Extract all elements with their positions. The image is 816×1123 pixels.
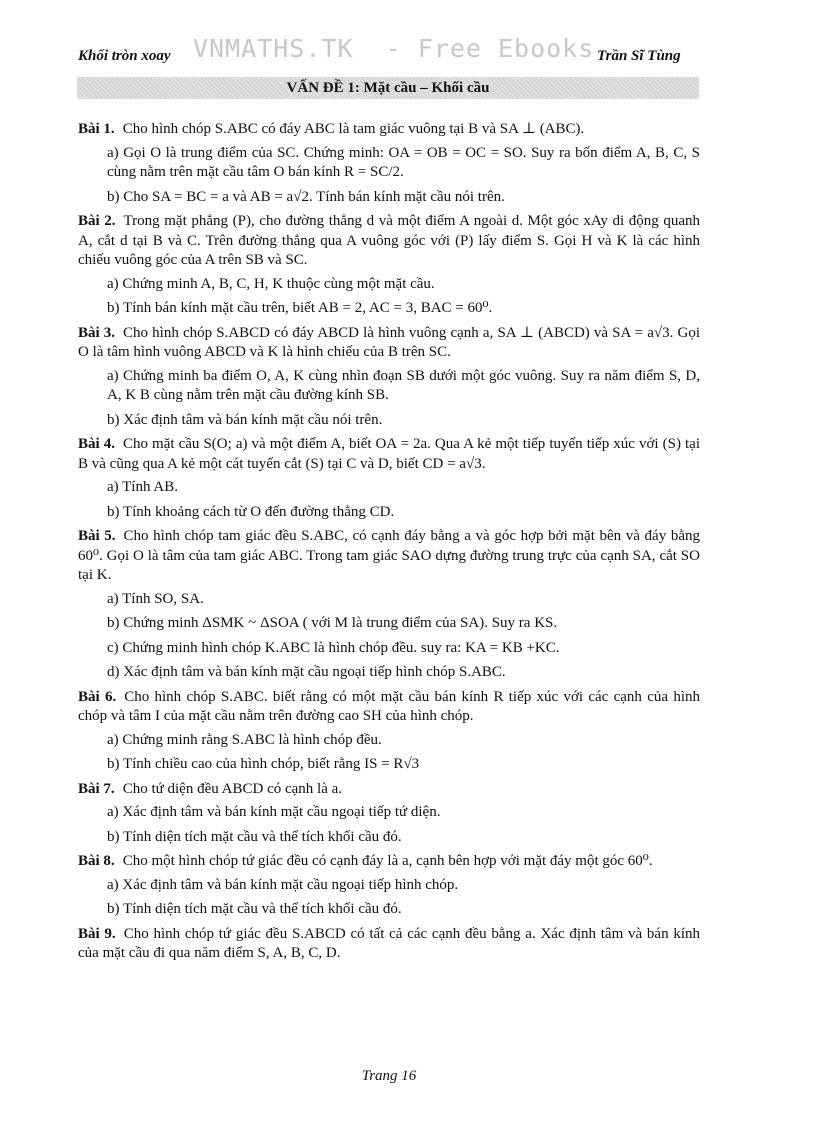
problem-part: b) Cho SA = BC = a và AB = a√2. Tính bán kính mặt cầu nói trên.: [107, 188, 505, 205]
watermark: VNMATHS.TK - Free Ebooks: [193, 34, 595, 63]
problem-text: Cho hình chóp S.ABC có đáy ABC là tam giác vuông tại B và SA ⊥ (ABC).: [122, 121, 585, 137]
problem-part: b) Tính khoảng cách từ O đến đường thẳng CD.: [107, 503, 395, 520]
problem-item: [78, 688, 700, 727]
problem-part: a) Xác định tâm và bán kính mặt cầu ngoại tiếp hình chóp.: [107, 876, 459, 893]
problem-part: b) Tính chiều cao của hình chóp, biết rằng IS = R√3: [107, 756, 420, 772]
problem-part: a) Chứng minh rằng S.ABC là hình chóp đều.: [107, 731, 382, 748]
problem-part: b) Tính bán kính mặt cầu trên, biết AB = 2, AC = 3, BAC = 60⁰.: [107, 300, 493, 316]
problem-label: Bài 7.: [78, 780, 115, 797]
problem-text: Trong mặt phẳng (P), cho đường thẳng d và một điểm A ngoài d. Một góc xAy di động quanh A, cắt d tại B và C. Trên đường thẳng qua A vuông góc với (P) lấy điểm S. Gọi H và K là các hình chiếu vuông góc của A trên SB và SC.: [78, 213, 700, 268]
problem-text: Cho hình chóp S.ABCD có đáy ABCD là hình vuông cạnh a, SA ⊥ (ABCD) và SA = a√3. Gọi O là tâm hình vuông ABCD và K là hình chiếu của B trên SC.: [78, 324, 700, 360]
problem-part: a) Chứng minh A, B, C, H, K thuộc cùng một mặt cầu.: [107, 275, 435, 292]
problem-part: a) Xác định tâm và bán kính mặt cầu ngoại tiếp tứ diện.: [107, 804, 441, 820]
problem-label: Bài 4.: [78, 436, 115, 452]
problem-part: d) Xác định tâm và bán kính mặt cầu ngoại tiếp hình chóp S.ABC.: [107, 664, 506, 680]
problem-part: b) Tính diện tích mặt cầu và thể tích khối cầu đó.: [107, 828, 402, 845]
problem-label: Bài 9.: [78, 925, 116, 942]
problem-item: [78, 527, 700, 586]
problem-item: [78, 925, 700, 964]
problem-text: Cho hình chóp tam giác đều S.ABC, có cạnh đáy bằng a và góc hợp bởi mặt bên và đáy bằng 60⁰. Gọi O là tâm của tam giác ABC. Trong tam giác SAO dựng đường trung trực của cạnh SA, cắt SO tại K.: [78, 528, 700, 583]
problem-label: Bài 1.: [78, 121, 115, 137]
problem-label: Bài 3.: [78, 324, 116, 341]
problem-part: b) Chứng minh ΔSMK ~ ΔSOA ( với M là trung điểm của SA). Suy ra KS.: [107, 615, 558, 631]
problem-list: [78, 120, 700, 968]
problem-text: Cho mặt cầu S(O; a) và một điểm A, biết OA = 2a. Qua A kẻ một tiếp tuyến tiếp xúc với (S) tại B và cũng qua A kẻ một cát tuyến cắt (S) tại C và D, biết CD = a√3.: [78, 436, 700, 472]
problem-text: Cho tứ diện đều ABCD có cạnh là a.: [122, 780, 343, 797]
problem-part: c) Chứng minh hình chóp K.ABC là hình chóp đều. suy ra: KA = KB +KC.: [107, 639, 560, 656]
problem-label: Bài 5.: [78, 528, 116, 544]
problem-item: [78, 852, 700, 872]
problem-label: Bài 2.: [78, 213, 116, 229]
problem-text: Cho hình chóp tứ giác đều S.ABCD có tất cả các cạnh đều bằng a. Xác định tâm và bán kính của mặt cầu đi qua năm điểm S, A, B, C, D.: [78, 925, 700, 961]
problem-part: b) Xác định tâm và bán kính mặt cầu nói trên.: [107, 411, 383, 428]
header-right-author: Trần Sĩ Tùng: [597, 48, 681, 64]
problem-text: Cho một hình chóp tứ giác đều có cạnh đáy là a, cạnh bên hợp với mặt đáy một góc 60⁰.: [122, 853, 653, 869]
problem-part: b) Tính diện tích mặt cầu và thể tích khối cầu đó.: [107, 901, 402, 917]
page-number: Trang 16: [361, 1068, 417, 1084]
problem-item: [78, 780, 700, 800]
problem-part: a) Tính AB.: [107, 479, 178, 495]
problem-label: Bài 8.: [78, 853, 115, 869]
problem-item: [78, 324, 700, 363]
problem-part: a) Chứng minh ba điểm O, A, K cùng nhìn đoạn SB dưới một góc vuông. Suy ra năm điểm S, D, A, K B cùng nằm trên mặt cầu đường kính SB.: [107, 367, 700, 403]
problem-item: [78, 435, 700, 474]
problem-part: a) Tính SO, SA.: [107, 590, 204, 607]
problem-text: Cho hình chóp S.ABC. biết rằng có một mặt cầu bán kính R tiếp xúc với các cạnh của hình chóp và tâm I của mặt cầu nằm trên đường cao SH của hình chóp.: [78, 688, 700, 724]
problem-item: [78, 120, 700, 140]
section-title: VẤN ĐỀ 1: Mặt cầu – Khối cầu: [77, 77, 699, 99]
problem-item: [78, 212, 700, 271]
header-left-title: Khối tròn xoay: [78, 48, 171, 64]
problem-part: a) Gọi O là trung điểm của SC. Chứng minh: OA = OB = OC = SO. Suy ra bốn điểm A, B, C, S cùng nằm trên mặt cầu tâm O bán kính R = SC/2.: [107, 144, 700, 180]
problem-label: Bài 6.: [78, 688, 117, 705]
